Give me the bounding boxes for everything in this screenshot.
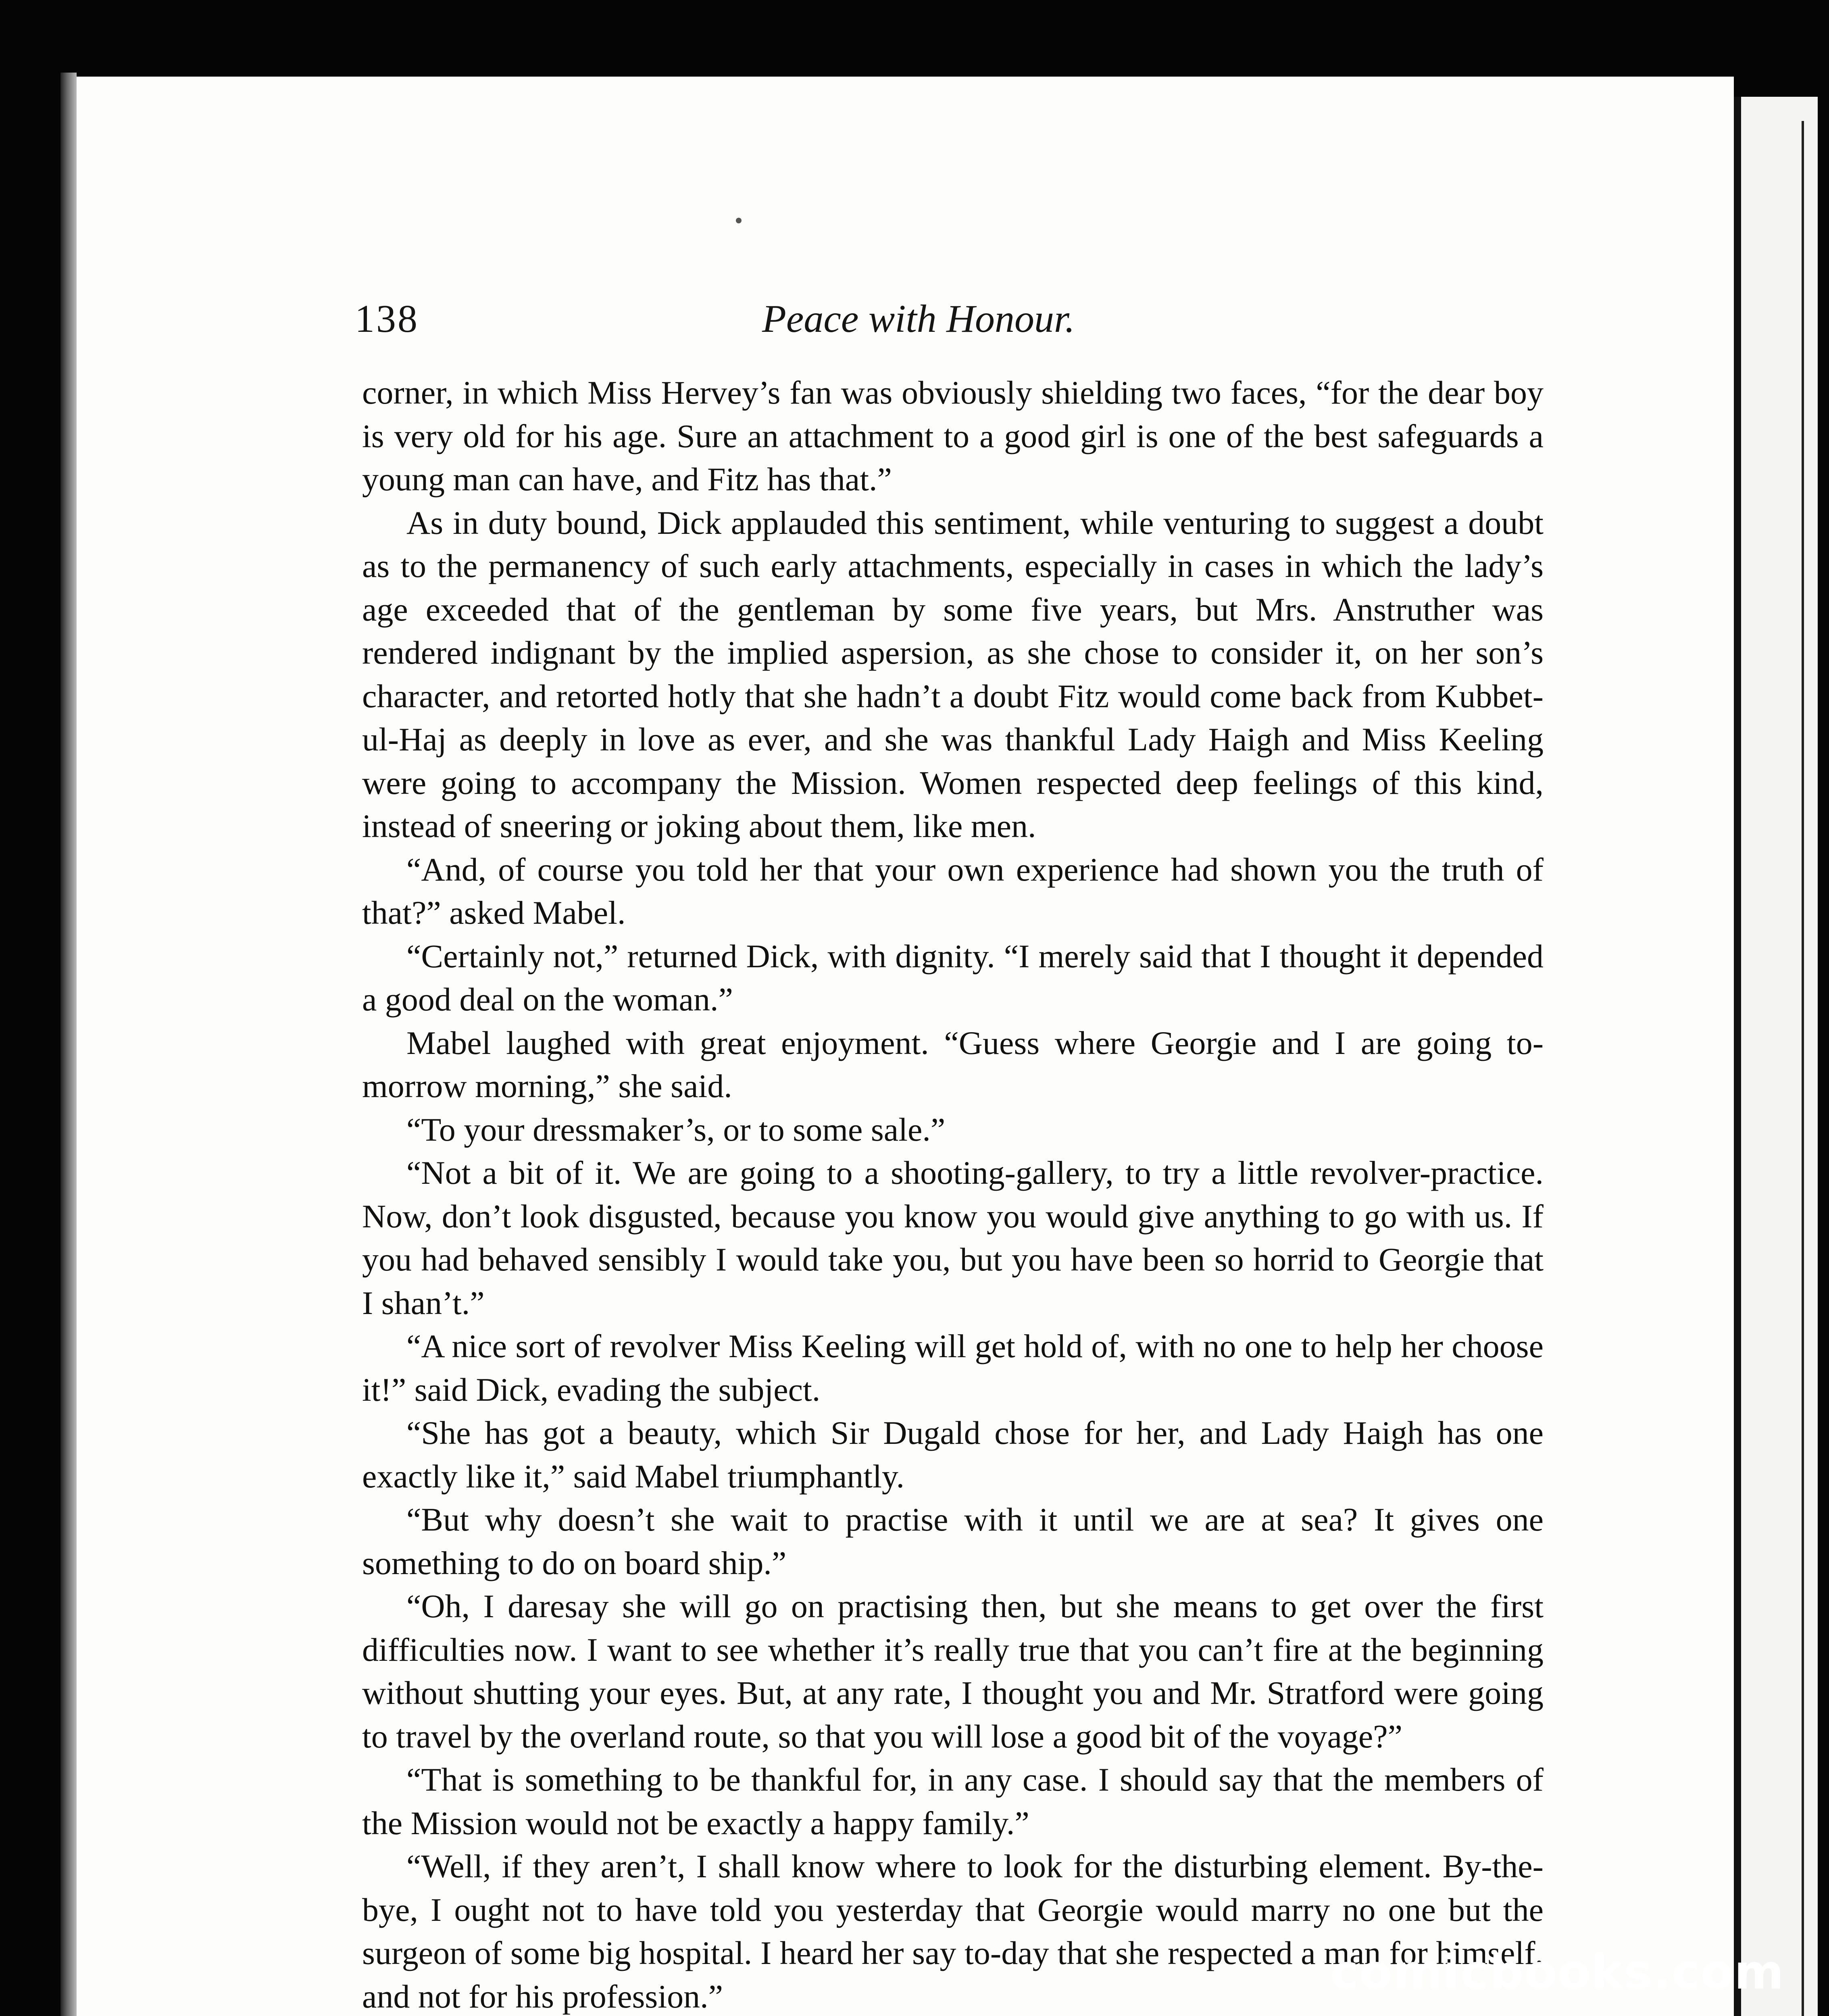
paragraph: “Not a bit of it. We are going to a shooting-gallery, to try a little revolver-practice. Now, don’t look disgusted, because you know you would give anything to go with us. If you had behaved sensibly I would take you, but you have been so horrid to Georgie that I shan’t.” [362, 1154, 1544, 1321]
page-number: 138 [355, 297, 419, 341]
binding-edge [60, 73, 77, 2016]
ink-dot [736, 218, 742, 223]
paragraph: “To your dressmaker’s, or to some sale.” [406, 1111, 946, 1148]
paragraph: corner, in which Miss Hervey’s fan was obviously shielding two faces, “for the dear boy is very old for his age. Sure an attachment to a good girl is one of the best safeguards a young man can have, and Fitz has that.” [362, 374, 1544, 498]
paragraph: “Well, if they aren’t, I shall know where to look for the disturbing element. By-the-bye, I ought not to have told you yesterday that Georgie would marry no one but the surgeon of some big hospital. I heard her say to-day that she respected a man for himself, and not for his profession.” [362, 1848, 1544, 2015]
paragraph: “Oh, I daresay she will go on practising then, but she means to get over the first difficulties now. I want to see whether it’s really true that you can’t fire at the beginning without shutting your eyes. But, at any rate, I thought you and Mr. Stratford were going to travel by the overland route, so that you will lose a good bit of the voyage?” [362, 1588, 1544, 1755]
body-text [362, 371, 1544, 2016]
running-head [355, 296, 1548, 345]
paragraph: “Certainly not,” returned Dick, with dignity. “I merely said that I thought it depended a good deal on the woman.” [362, 937, 1544, 1018]
facing-page-line [1802, 121, 1804, 2016]
paragraph: As in duty bound, Dick applauded this sentiment, while venturing to suggest a doubt as to the permanency of such early attachments, especially in cases in which the lady’s age exceeded that of the gentleman by some five years, but Mrs. Anstruther was rendered indignant by the implied aspersion, as she chose to consider it, on her son’s character, and retorted hotly that she hadn’t a doubt Fitz would come back from Kubbet-ul-Haj as deeply in love as ever, and she was thankful Lady Haigh and Miss Keeling were going to accompany the Mission. Women respected deep feelings of this kind, instead of sneering or joking about them, like men. [362, 504, 1544, 844]
paragraph: Mabel laughed with great enjoyment. “Guess where Georgie and I are going to-morrow morning,” she said. [362, 1024, 1544, 1104]
watermark-text: comicbooks.com [1330, 1944, 1785, 2000]
paragraph: “And, of course you told her that your own experience had shown you the truth of that?” asked Mabel. [362, 851, 1544, 931]
facing-page-edge [1734, 97, 1818, 2016]
paragraph: “That is something to be thankful for, in any case. I should say that the members of the Mission would not be exactly a happy family.” [362, 1761, 1544, 1841]
paragraph: “She has got a beauty, which Sir Dugald chose for her, and Lady Haigh has one exactly like it,” said Mabel triumphantly. [362, 1414, 1544, 1495]
paragraph: “But why doesn’t she wait to practise with it until we are at sea? It gives one something to do on board ship.” [362, 1501, 1544, 1581]
running-title: Peace with Honour. [762, 297, 1075, 341]
paragraph: “A nice sort of revolver Miss Keeling will get hold of, with no one to help her choose it!” said Dick, evading the subject. [362, 1328, 1544, 1408]
